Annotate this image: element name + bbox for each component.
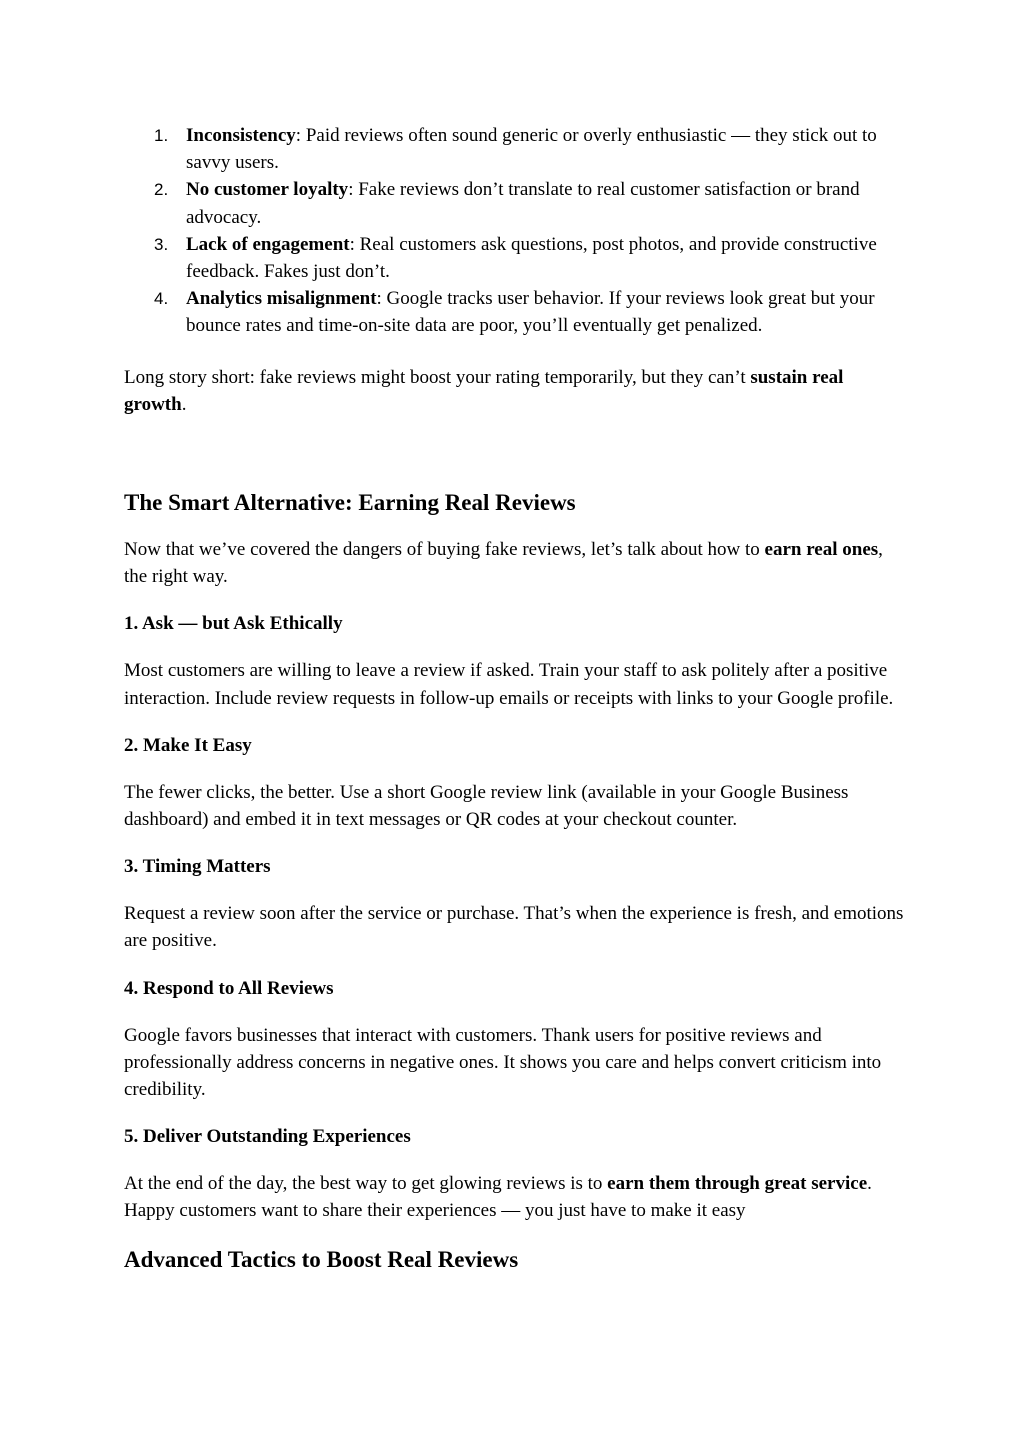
tip-body: Request a review soon after the service or purchase. That’s when the experience is fresh, and emotions are positive. [124, 903, 904, 952]
summary-text: Long story short: fake reviews might boost your rating temporarily, but they can’t [124, 366, 751, 388]
tip-body [124, 1170, 904, 1224]
tip-body: Google favors businesses that interact with customers. Thank users for positive reviews and professionally address concerns in negative ones. It shows you care and helps convert criticism into credibility. [124, 1024, 882, 1101]
document-page [124, 122, 904, 1275]
list-term: Inconsistency [186, 125, 296, 146]
section-heading-advanced-tactics: Advanced Tactics to Boost Real Reviews [124, 1246, 519, 1272]
summary-end: . [181, 393, 187, 415]
numbered-list [124, 122, 904, 340]
tip-heading: 4. Respond to All Reviews [124, 977, 334, 999]
list-number: 4. [154, 289, 169, 309]
list-text: : Fake reviews don’t translate to real customer satisfaction or brand advocacy. [186, 179, 860, 228]
list-term: No customer loyalty [186, 179, 349, 201]
intro-paragraph [124, 536, 904, 590]
tip-heading: 1. Ask — but Ask Ethically [124, 613, 343, 635]
list-item [124, 285, 904, 339]
tip-heading: 3. Timing Matters [124, 856, 271, 878]
tip-body: Most customers are willing to leave a review if asked. Train your staff to ask politely after a positive interaction. Include review requests in follow-up emails or receipts with links to your Google profile. [124, 660, 894, 709]
list-text: : Paid reviews often sound generic or overly enthusiastic — they stick out to savvy users. [186, 125, 877, 174]
section-heading-smart-alternative: The Smart Alternative: Earning Real Reviews [124, 490, 576, 516]
list-number: 2. [154, 180, 169, 200]
list-number: 1. [154, 126, 169, 145]
tip-body-end: . Happy customers want to share their experiences — you just have to make it easy [124, 1173, 872, 1222]
tip-heading: 5. Deliver Outstanding Experiences [124, 1126, 411, 1148]
list-item [124, 176, 904, 230]
list-item [124, 122, 904, 176]
tip-body: The fewer clicks, the better. Use a short Google review link (available in your Google Business dashboard) and embed it in text messages or QR codes at your checkout counter. [124, 781, 849, 831]
summary-paragraph [124, 364, 904, 418]
list-text: : Real customers ask questions, post photos, and provide constructive feedback. Fakes just don’t. [186, 233, 877, 283]
list-number: 3. [154, 234, 169, 254]
intro-end: , the right way. [124, 539, 883, 588]
list-term: Analytics misalignment [186, 288, 377, 310]
list-text: : Google tracks user behavior. If your reviews look great but your bounce rates and time-on-site data are poor, you’ll eventually get penalized. [186, 288, 875, 337]
list-item [124, 231, 904, 285]
intro-text: Now that we’ve covered the dangers of buying fake reviews, let’s talk about how to [124, 539, 765, 561]
summary-bold: sustain real growth [124, 366, 844, 415]
tip-heading: 2. Make It Easy [124, 734, 252, 756]
list-term: Lack of engagement [186, 233, 350, 255]
tip-body-bold: earn them through great service [607, 1173, 868, 1195]
intro-bold: earn real ones [764, 539, 879, 561]
tip-body-text: At the end of the day, the best way to get glowing reviews is to [124, 1173, 608, 1195]
